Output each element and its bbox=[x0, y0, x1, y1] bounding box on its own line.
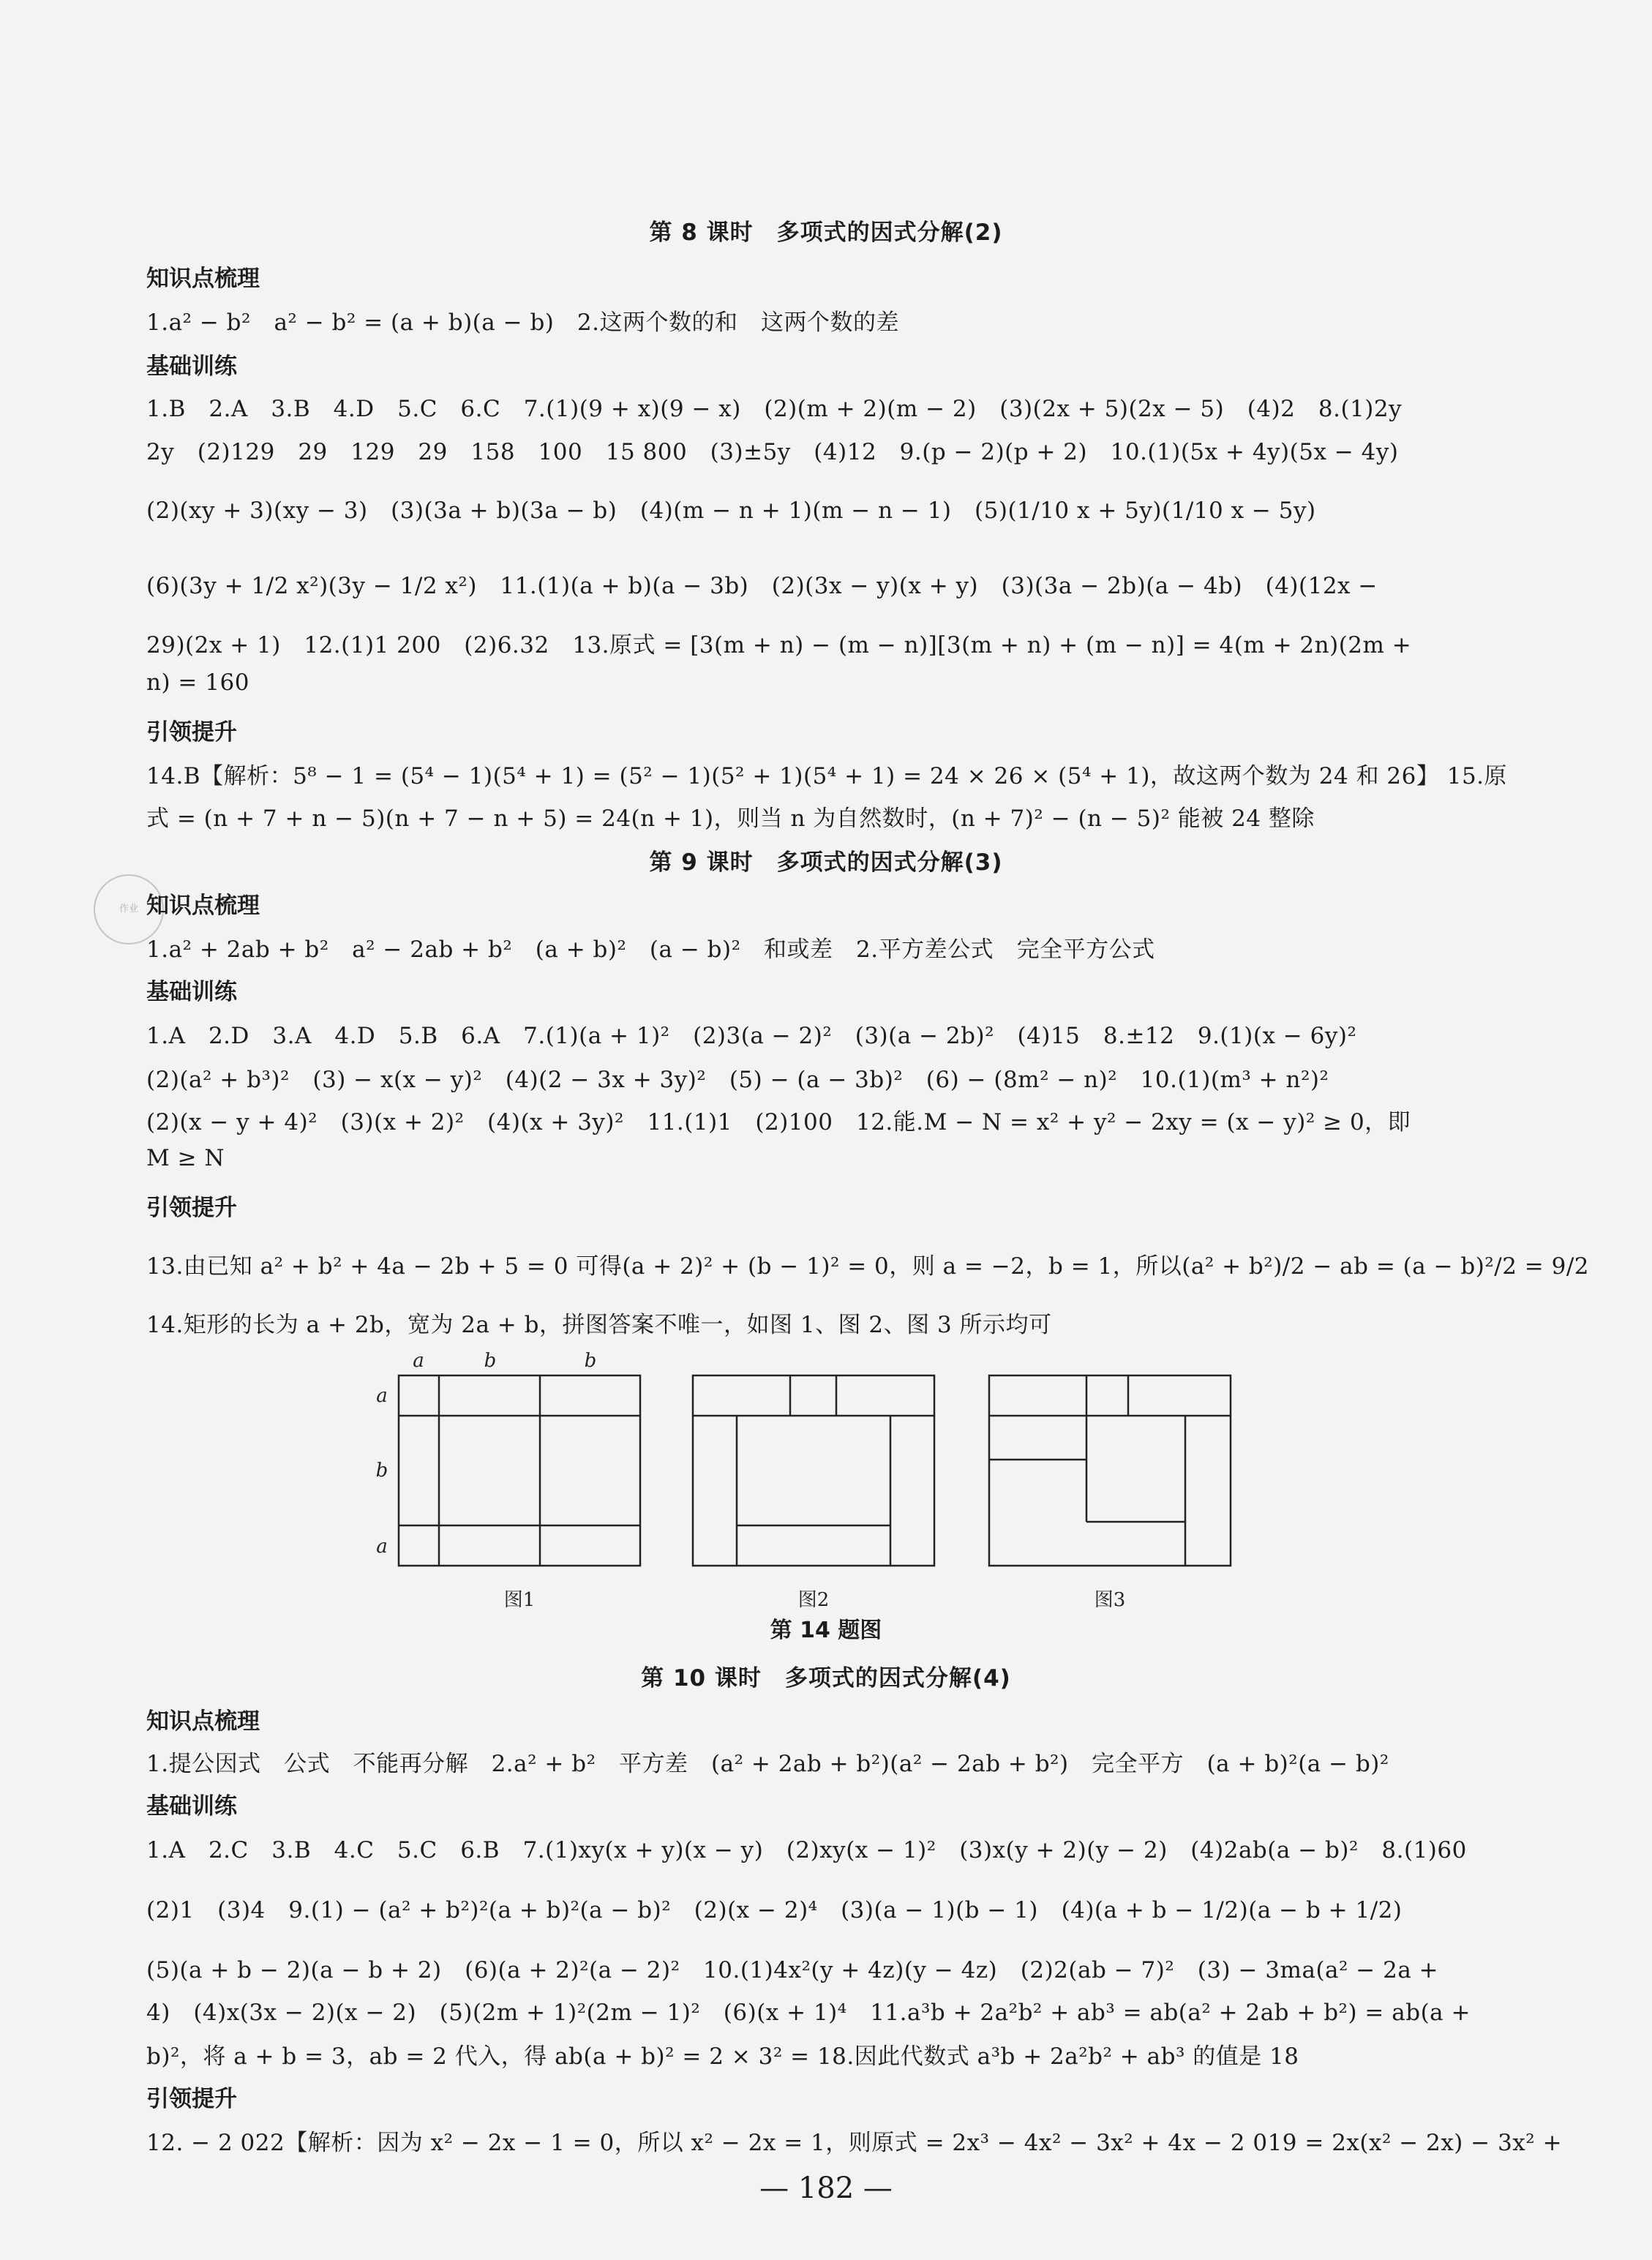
figure-3-tiling bbox=[989, 1375, 1231, 1566]
figure-1-top-label-a: a bbox=[413, 1350, 424, 1372]
lesson-8-line-6: 29)(2x + 1) 12.(1)1 200 (2)6.32 13.原式 = [3(m + n) − (m − n)][3(m + n) + (m − n)] = 4(m + 2n)(2m + bbox=[146, 632, 1412, 658]
lesson-9-section-knowledge: 知识点梳理 bbox=[146, 893, 260, 919]
lesson-8-line-2: 1.B 2.A 3.B 4.D 5.C 6.C 7.(1)(9 + x)(9 − x) (2)(m + 2)(m − 2) (3)(2x + 5)(2x − 5) (4)2 8.(1)2y bbox=[146, 396, 1403, 422]
lesson-9-line-4: (2)(x − y + 4)² (3)(x + 2)² (4)(x + 3y)² 11.(1)1 (2)100 12.能.M − N = x² + y² − 2xy = (x − y)² ≥ 0，即 bbox=[146, 1109, 1411, 1135]
lesson-10-line-4: (5)(a + b − 2)(a − b + 2) (6)(a + 2)²(a − 2)² 10.(1)4x²(y + 4z)(y − 4z) (2)2(ab − 7)² (3) − 3ma(a² − 2a + bbox=[146, 1957, 1439, 1983]
question-14-figure-caption: 第 14 题图 bbox=[770, 1618, 882, 1643]
homework-stamp: 作业 bbox=[94, 874, 164, 945]
question-14-figures bbox=[366, 1346, 1280, 1624]
lesson-10-line-5: 4) (4)x(3x − 2)(x − 2) (5)(2m + 1)²(2m − 1)² (6)(x + 1)⁴ 11.a³b + 2a²b² + ab³ = ab(a² + 2ab + b²) = ab(a + bbox=[146, 2000, 1471, 2026]
lesson-10-line-3: (2)1 (3)4 9.(1) − (a² + b²)²(a + b)²(a − b)² (2)(x − 2)⁴ (3)(a − 1)(b − 1) (4)(a + b − 1/2)(a − b + 1/2) bbox=[146, 1897, 1403, 1923]
lesson-8-line-4: (2)(xy + 3)(xy − 3) (3)(3a + b)(3a − b) (4)(m − n + 1)(m − n − 1) (5)(1/10 x + 5y)(1/10 x − 5y) bbox=[146, 498, 1316, 524]
lesson-9-title: 第 9 课时 多项式的因式分解(3) bbox=[649, 849, 1003, 876]
lesson-9-line-1: 1.a² + 2ab + b² a² − 2ab + b² (a + b)² (a − b)² 和或差 2.平方差公式 完全平方公式 bbox=[146, 936, 1155, 963]
lesson-9-line-5: M ≥ N bbox=[146, 1145, 225, 1171]
lesson-9-line-7: 14.矩形的长为 a + 2b，宽为 2a + b，拼图答案不唯一，如图 1、图 2、图 3 所示均可 bbox=[146, 1312, 1052, 1338]
lesson-8-line-1: 1.a² − b² a² − b² = (a + b)(a − b) 2.这两个数的和 这两个数的差 bbox=[146, 309, 899, 336]
lesson-8-section-knowledge: 知识点梳理 bbox=[146, 266, 260, 292]
lesson-8-line-7: n) = 160 bbox=[146, 669, 249, 696]
lesson-10-section-advance: 引领提升 bbox=[146, 2086, 237, 2112]
lesson-8-line-9: 式 = (n + 7 + n − 5)(n + 7 − n + 5) = 24(n + 1)，则当 n 为自然数时，(n + 7)² − (n − 5)² 能被 24 整除 bbox=[146, 806, 1315, 832]
figure-3-caption: 图3 bbox=[1094, 1589, 1126, 1611]
lesson-8-line-3: 2y (2)129 29 129 29 158 100 15 800 (3)±5y (4)12 9.(p − 2)(p + 2) 10.(1)(5x + 4y)(5x − 4y) bbox=[146, 439, 1399, 465]
lesson-10-title: 第 10 课时 多项式的因式分解(4) bbox=[641, 1665, 1011, 1692]
lesson-8-section-advance: 引领提升 bbox=[146, 719, 237, 746]
lesson-10-line-1: 1.提公因式 公式 不能再分解 2.a² + b² 平方差 (a² + 2ab + b²)(a² − 2ab + b²) 完全平方 (a + b)²(a − b)² bbox=[146, 1751, 1389, 1777]
lesson-9-line-3: (2)(a² + b³)² (3) − x(x − y)² (4)(2 − 3x + 3y)² (5) − (a − 3b)² (6) − (8m² − n)² 10.(1)(m³ + n²)² bbox=[146, 1067, 1329, 1093]
figure-1-side-label-a2: a bbox=[376, 1536, 388, 1558]
lesson-10-section-knowledge: 知识点梳理 bbox=[146, 1708, 260, 1735]
figure-1-top-label-b2: b bbox=[584, 1350, 597, 1372]
lesson-10-line-6: b)²，将 a + b = 3，ab = 2 代入，得 ab(a + b)² = 2 × 3² = 18.因此代数式 a³b + 2a²b² + ab³ 的值是 18 bbox=[146, 2043, 1299, 2070]
figure-1-top-label-b1: b bbox=[484, 1350, 497, 1372]
lesson-8-title: 第 8 课时 多项式的因式分解(2) bbox=[649, 219, 1003, 246]
lesson-9-line-6: 13.由已知 a² + b² + 4a − 2b + 5 = 0 可得(a + 2)² + (b − 1)² = 0，则 a = −2，b = 1，所以(a² + b²)/2 − ab = (a − b)²/2 = 9/2 bbox=[146, 1253, 1590, 1280]
lesson-9-section-advance: 引领提升 bbox=[146, 1195, 237, 1221]
figure-1-tiling bbox=[399, 1375, 640, 1566]
figure-2-tiling bbox=[693, 1375, 934, 1566]
lesson-10-line-2: 1.A 2.C 3.B 4.C 5.C 6.B 7.(1)xy(x + y)(x − y) (2)xy(x − 1)² (3)x(y + 2)(y − 2) (4)2ab(a − b)² 8.(1)60 bbox=[146, 1837, 1467, 1863]
page-number: — 182 — bbox=[759, 2171, 893, 2205]
figure-1-side-label-a1: a bbox=[376, 1385, 388, 1407]
lesson-8-line-5: (6)(3y + 1/2 x²)(3y − 1/2 x²) 11.(1)(a + b)(a − 3b) (2)(3x − y)(x + y) (3)(3a − 2b)(a − 4b) (4)(12x − bbox=[146, 573, 1378, 599]
lesson-9-section-basic: 基础训练 bbox=[146, 979, 237, 1005]
lesson-9-line-2: 1.A 2.D 3.A 4.D 5.B 6.A 7.(1)(a + 1)² (2)3(a − 2)² (3)(a − 2b)² (4)15 8.±12 9.(1)(x − 6y)² bbox=[146, 1023, 1357, 1049]
tiling-figures-svg bbox=[366, 1346, 1280, 1624]
figure-1-side-label-b: b bbox=[375, 1460, 388, 1482]
lesson-8-line-8: 14.B【解析：5⁸ − 1 = (5⁴ − 1)(5⁴ + 1) = (5² − 1)(5² + 1)(5⁴ + 1) = 24 × 26 × (5⁴ + 1)，故这两个数为 24 和 26】 15.原 bbox=[146, 763, 1508, 789]
lesson-8-section-basic: 基础训练 bbox=[146, 353, 237, 380]
figure-1-caption: 图1 bbox=[503, 1589, 536, 1611]
lesson-10-section-basic: 基础训练 bbox=[146, 1793, 237, 1820]
figure-2-caption: 图2 bbox=[797, 1589, 830, 1611]
lesson-10-line-7: 12. − 2 022【解析：因为 x² − 2x − 1 = 0，所以 x² − 2x = 1，则原式 = 2x³ − 4x² − 3x² + 4x − 2 019 = 2x(x² − 2x) − 3x² + bbox=[146, 2130, 1563, 2156]
